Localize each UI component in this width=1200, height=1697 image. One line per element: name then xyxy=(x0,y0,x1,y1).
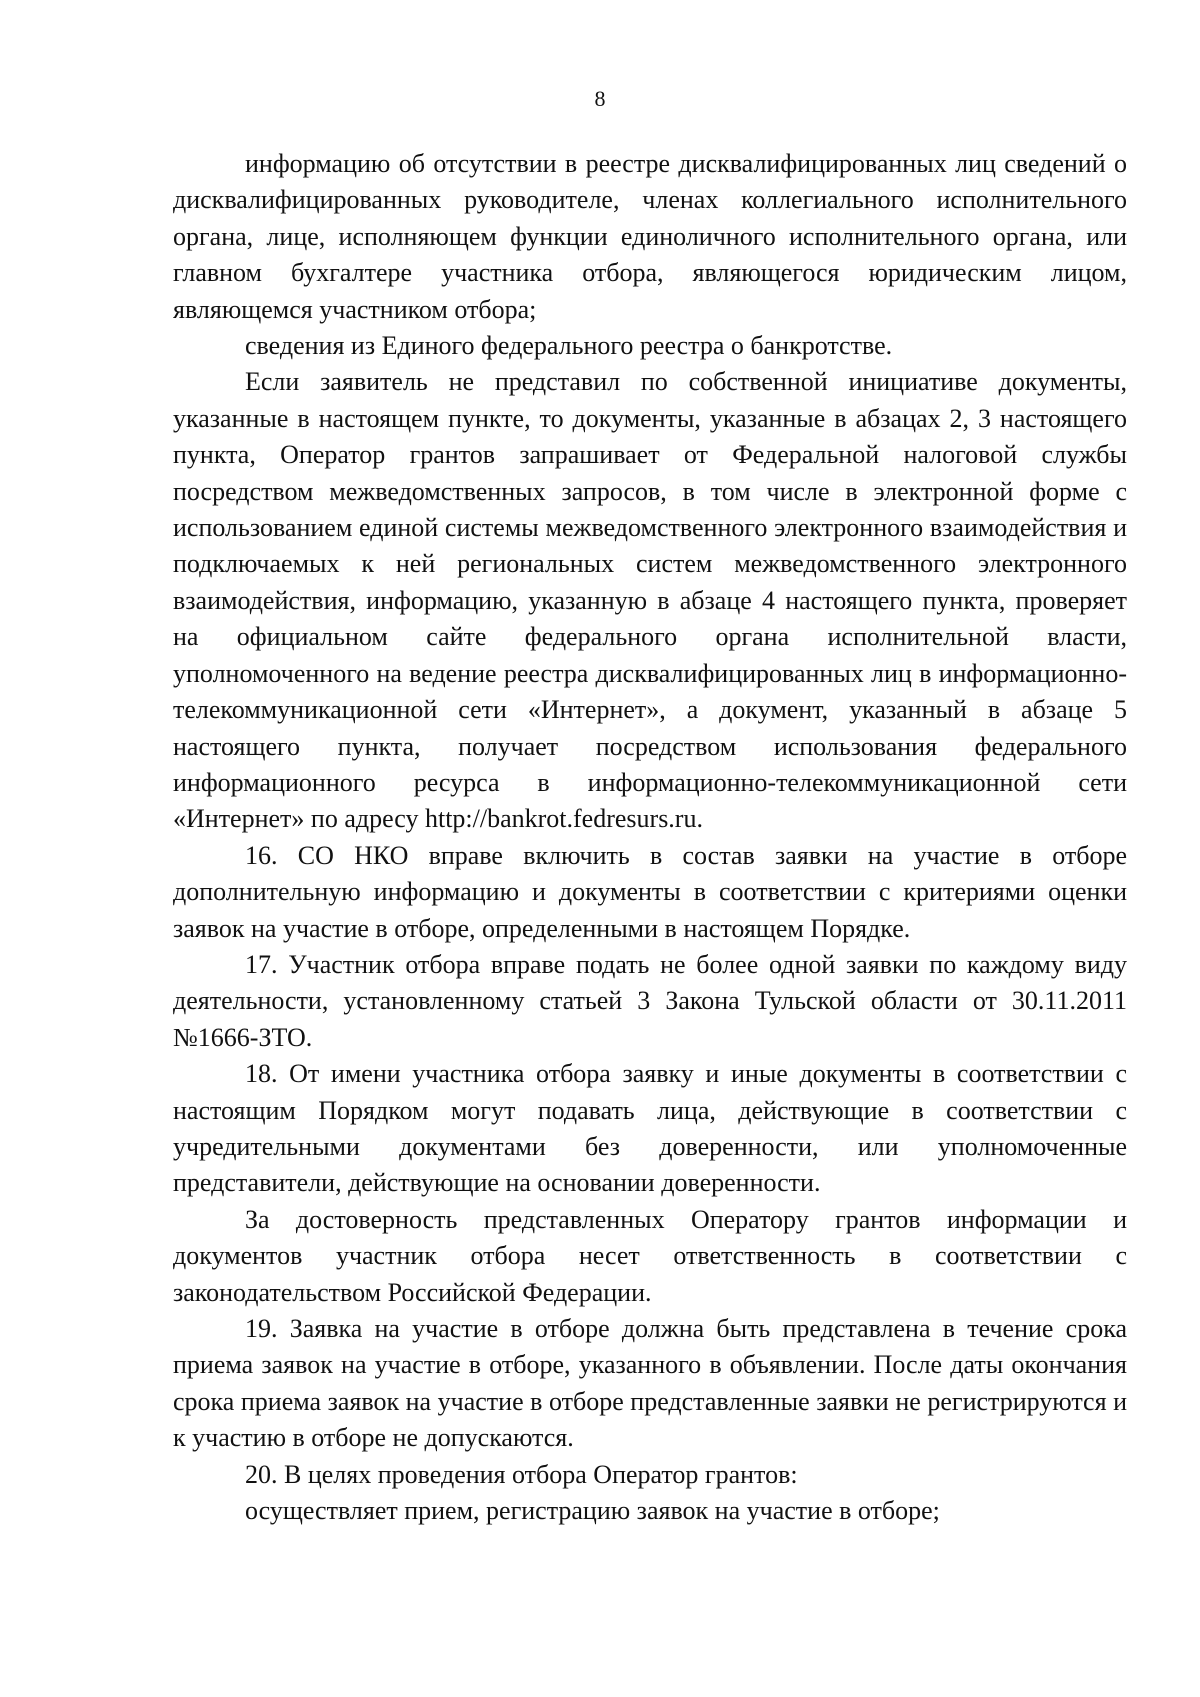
paragraph-disqualified-persons-info: информацию об отсутствии в реестре дисквалифицированных лиц сведений о дисквалифицированных руководителе, членах коллегиального исполнительного органа, лице, исполняющем функции единоличного исполнительного органа, или главном бухгалтере участника отбора, являющегося юридическим лицом, являющемся участником отбора; xyxy=(173,149,1127,324)
paragraph-item-16: 16. СО НКО вправе включить в состав заявки на участие в отборе дополнительную информацию и документы в соответствии с критериями оценки заявок на участие в отборе, определенными в настоящем Порядке. xyxy=(173,840,1127,943)
paragraph-interagency-requests: Если заявитель не представил по собственной инициативе документы, указанные в настоящем пункте, то документы, указанные в абзацах 2, 3 настоящего пункта, Оператор грантов запрашивает от Федеральной налоговой службы посредством межведомственных запросов, в том числе в электронной форме с использованием единой системы межведомственного электронного взаимодействия и подключаемых к ней региональных систем межведомственного электронного взаимодействия, информацию, указанную в абзаце 4 настоящего пункта, проверяет на официальном сайте федерального органа исполнительной власти, уполномоченного на ведение реестра дисквалифицированных лиц в информационно-телекоммуникационной сети «Интернет», а документ, указанный в абзаце 5 настоящего пункта, получает посредством использования федерального информационного ресурса в информационно-телекоммуникационной сети «Интернет» по адресу http://bankrot.fedresurs.ru. xyxy=(173,367,1127,834)
paragraph-item-20: 20. В целях проведения отбора Оператор грантов: xyxy=(245,1459,798,1489)
paragraph-item-20-reception: осуществляет прием, регистрацию заявок на участие в отборе; xyxy=(245,1496,940,1526)
paragraph-item-19: 19. Заявка на участие в отборе должна быть представлена в течение срока приема заявок на участие в отборе, указанного в объявлении. После даты окончания срока приема заявок на участие в отборе представленные заявки не регистрируются и к участию в отборе не допускаются. xyxy=(173,1314,1127,1453)
body-text xyxy=(173,146,1127,1529)
paragraph-item-18: 18. От имени участника отбора заявку и иные документы в соответствии с настоящим Порядком могут подавать лица, действующие в соответствии с учредительными документами без доверенности, или уполномоченные представители, действующие на основании доверенности. xyxy=(173,1059,1127,1198)
paragraph-responsibility: За достоверность представленных Оператору грантов информации и документов участник отбора несет ответственность в соответствии с законодательством Российской Федерации. xyxy=(173,1204,1127,1307)
paragraph-item-17: 17. Участник отбора вправе подать не более одной заявки по каждому виду деятельности, установленному статьей 3 Закона Тульской области от 30.11.2011 №1666-ЗТО. xyxy=(173,949,1127,1052)
paragraph-bankruptcy-registry: сведения из Единого федерального реестра о банкротстве. xyxy=(245,331,893,361)
page-number: 8 xyxy=(594,86,606,111)
